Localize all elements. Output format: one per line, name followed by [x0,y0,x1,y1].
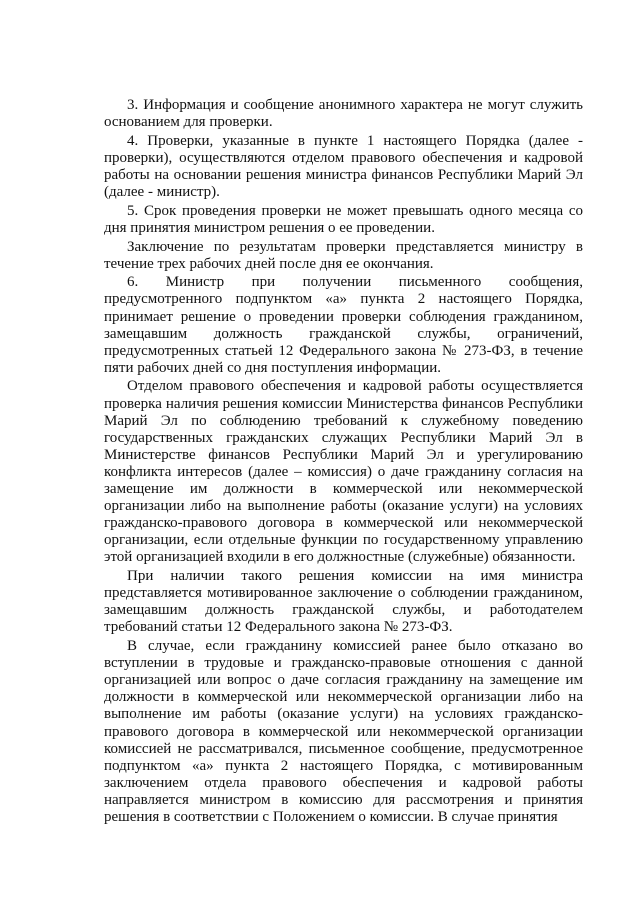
paragraph-item-6: 6. Министр при получении письменного сообщения, предусмотренного подпунктом «а» пункта 2 настоящего Порядка, принимает решение о проведении проверки соблюдения гражданином, замещавшим должность гражданской службы, ограничений, предусмотренных статьей 12 Федерального закона № 273-ФЗ, в течение пяти рабочих дней со дня поступления информации. [104,274,583,376]
paragraph-commission-check: Отделом правового обеспечения и кадровой работы осуществляется проверка наличия решения комиссии Министерства финансов Республики Марий Эл по соблюдению требований к служебному поведению государственных гражданских служащих Республики Марий Эл в Министерстве финансов Республики Марий Эл и урегулированию конфликта интересов (далее – комиссия) о даче гражданину согласия на замещение им должности в коммерческой или некоммерческой организации либо на выполнение работы (оказание услуги) на условиях гражданско-правового договора в коммерческой или некоммерческой организации, если отдельные функции по государственному управлению этой организацией входили в его должностные (служебные) обязанности. [104,378,583,566]
paragraph-refusal-case: В случае, если гражданину комиссией ранее было отказано во вступлении в трудовые и гражданско-правовые отношения с данной организацией или вопрос о даче согласия гражданину на замещение им должности в коммерческой или некоммерческой организации либо на выполнение им работы (оказание услуги) на условиях гражданско-правового договора в коммерческой или некоммерческой организации комиссией не рассматривался, письменное сообщение, предусмотренное подпунктом «а» пункта 2 настоящего Порядка, с мотивированным заключением отдела правового обеспечения и кадровой работы направляется министром в комиссию для рассмотрения и принятия решения в соответствии с Положением о комиссии. В случае принятия [104,638,583,825]
paragraph-conclusion: Заключение по результатам проверки представляется министру в течение трех рабочих дней после дня ее окончания. [104,238,583,272]
document-page [104,97,583,826]
paragraph-commission-decision: При наличии такого решения комиссии на имя министра представляется мотивированное заключение о соблюдении гражданином, замещавшим должность гражданской службы, и работодателем требований статьи 12 Федерального закона № 273-ФЗ. [104,568,583,636]
paragraph-item-3: 3. Информация и сообщение анонимного характера не могут служить основанием для проверки. [104,97,583,131]
paragraph-item-5: 5. Срок проведения проверки не может превышать одного месяца со дня принятия министром решения о ее проведении. [104,202,583,236]
paragraph-item-4: 4. Проверки, указанные в пункте 1 настоящего Порядка (далее - проверки), осуществляются отделом правового обеспечения и кадровой работы на основании решения министра финансов Республики Марий Эл (далее - министр). [104,132,583,201]
